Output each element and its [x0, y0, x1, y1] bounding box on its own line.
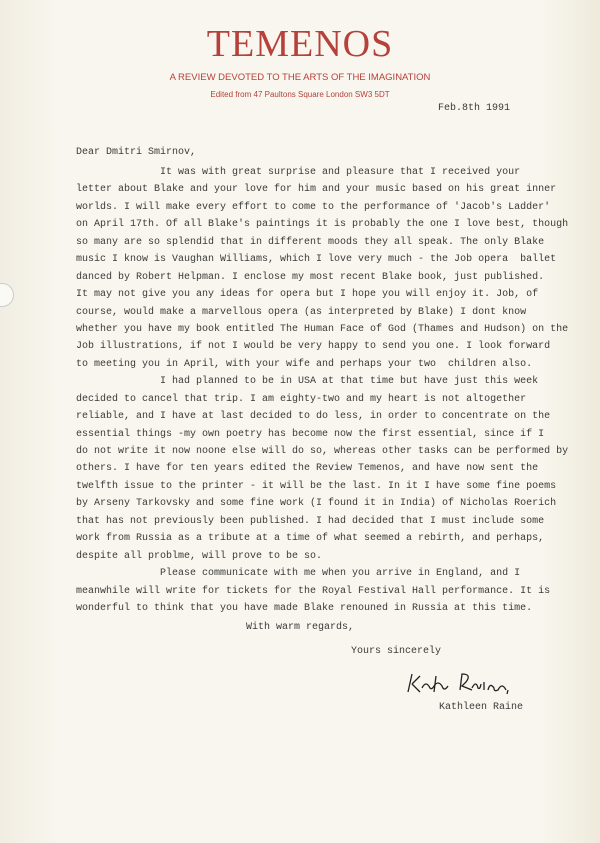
letter-date: Feb.8th 1991	[438, 103, 511, 114]
body-line: meanwhile will write for tickets for the Royal Festival Hall performance. It is	[76, 585, 551, 597]
body-line: by Arseny Tarkovsky and some fine work (I found it in India) of Nicholas Roerich	[76, 498, 557, 510]
body-line: to meeting you in April, with your wife and perhaps your two children also.	[76, 358, 533, 370]
body-line: others. I have for ten years edited the Review Temenos, and have now sent the	[76, 463, 539, 475]
body-line: so many are so splendid that in different moods they all speak. The only Blake	[76, 236, 545, 248]
letterhead-logo: TEMENOS	[206, 23, 394, 65]
body-line: wonderful to think that you have made Blake renouned in Russia at this time.	[76, 603, 533, 614]
body-line: that has not previously been published. I had decided that I must include some	[76, 515, 545, 527]
letterhead-tagline: A REVIEW DEVOTED TO THE ARTS OF THE IMAGINATION	[169, 72, 431, 83]
body-line: worlds. I will make every effort to come to the performance of 'Jacob's Ladder'	[76, 201, 551, 213]
body-line: twelfth issue to the printer - it will be the last. In it I have some fine poems	[76, 480, 557, 492]
body-line: Please communicate with me when you arrive in England, and I	[76, 568, 521, 580]
body-line: It was with great surprise and pleasure that I received your	[76, 167, 521, 178]
body-line: I had planned to be in USA at that time but have just this week	[76, 376, 539, 388]
handwritten-signature	[402, 668, 512, 698]
body-line: despite all problme, will prove to be so.	[76, 550, 323, 562]
salutation: Dear Dmitri Smirnov,	[76, 147, 197, 158]
body-line: course, would make a marvellous opera (as interpreted by Blake) I dont know	[76, 306, 527, 318]
body-line: whether you have my book entitled The Human Face of God (Thames and Hudson) on the	[76, 323, 569, 335]
body-line: decided to cancel that trip. I am eighty-two and my heart is not altogether	[76, 393, 527, 405]
letterhead-address: Edited from 47 Paultons Square London SW3 5DT	[210, 90, 390, 99]
signatory-name: Kathleen Raine	[439, 702, 524, 713]
body-line: It may not give you any ideas for opera but I hope you will enjoy it. Job, of	[76, 289, 539, 301]
body-line: Job illustrations, if not I would be very happy to send you one. I look forward	[76, 341, 551, 353]
body-line: letter about Blake and your love for him and your music based on his great inner	[76, 184, 557, 196]
body-line: reliable, and I have at last decided to do less, in order to concentrate on the	[76, 411, 551, 423]
body-line: work from Russia as a tribute at a time of what seemed a rebirth, and perhaps,	[76, 533, 545, 545]
closing: With warm regards,	[246, 622, 355, 633]
valediction: Yours sincerely	[351, 646, 442, 657]
body-line: danced by Robert Helpman. I enclose my most recent Blake book, just published.	[76, 271, 545, 283]
body-line: on April 17th. Of all Blake's paintings it is probably the one I love best, though	[76, 219, 569, 231]
body-line: music I know is Vaughan Williams, which I love very much - the Job opera ballet	[76, 254, 557, 266]
body-line: do not write it now noone else will do so, whereas other tasks can be performed by	[76, 446, 569, 458]
body-line: essential things -my own poetry has become now the first essential, since if I	[76, 428, 545, 440]
